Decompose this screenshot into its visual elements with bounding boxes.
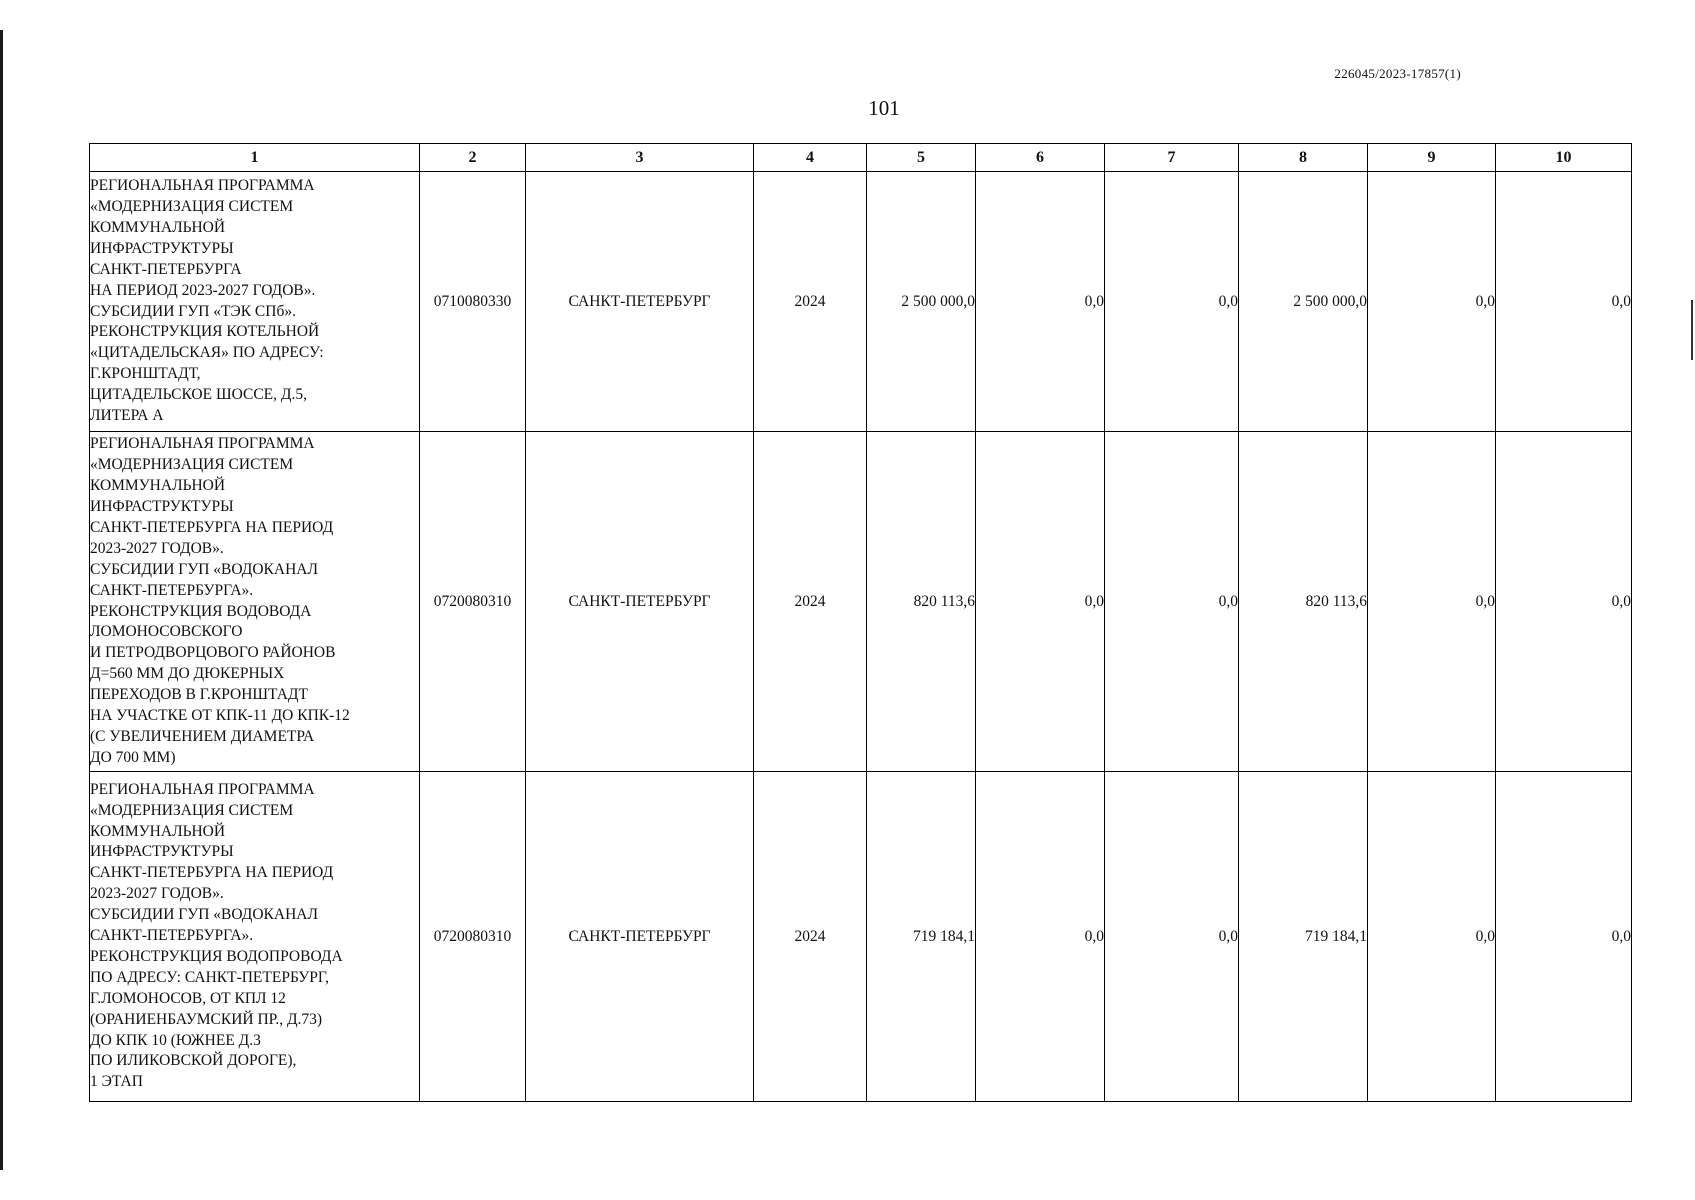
scan-edge-right: [1691, 300, 1693, 360]
row-value-5: 719 184,1: [867, 772, 976, 1102]
row-year: 2024: [754, 772, 867, 1102]
column-header-1: 1: [90, 144, 420, 172]
row-description: РЕГИОНАЛЬНАЯ ПРОГРАММА «МОДЕРНИЗАЦИЯ СИСТЕМ КОММУНАЛЬНОЙ ИНФРАСТРУКТУРЫ САНКТ-ПЕТЕРБУРГА НА ПЕРИОД 2023-2027 ГОДОВ». СУБСИДИИ ГУП «ВОДОКАНАЛ САНКТ-ПЕТЕРБУРГА». РЕКОНСТРУКЦИЯ ВОДОПРОВОДА ПО АДРЕСУ: САНКТ-ПЕТЕРБУРГ, Г.ЛОМОНОСОВ, ОТ КПЛ 12 (ОРАНИЕНБАУМСКИЙ ПР., Д.73) ДО КПК 10 (ЮЖНЕЕ Д.3 ПО ИЛИКОВСКОЙ ДОРОГЕ), 1 ЭТАП: [90, 772, 420, 1102]
column-header-4: 4: [754, 144, 867, 172]
column-header-8: 8: [1239, 144, 1368, 172]
row-region: САНКТ-ПЕТЕРБУРГ: [526, 432, 754, 772]
row-code: 0720080310: [420, 772, 526, 1102]
row-value-8: 719 184,1: [1239, 772, 1368, 1102]
budget-table: [89, 143, 1632, 1102]
row-value-9: 0,0: [1368, 772, 1496, 1102]
row-value-6: 0,0: [976, 432, 1105, 772]
page-number: 101: [868, 96, 900, 120]
column-header-10: 10: [1496, 144, 1632, 172]
row-code: 0720080310: [420, 432, 526, 772]
row-value-7: 0,0: [1105, 172, 1239, 432]
column-header-3: 3: [526, 144, 754, 172]
row-description: РЕГИОНАЛЬНАЯ ПРОГРАММА «МОДЕРНИЗАЦИЯ СИСТЕМ КОММУНАЛЬНОЙ ИНФРАСТРУКТУРЫ САНКТ-ПЕТЕРБУРГА НА ПЕРИОД 2023-2027 ГОДОВ». СУБСИДИИ ГУП «ВОДОКАНАЛ САНКТ-ПЕТЕРБУРГА». РЕКОНСТРУКЦИЯ ВОДОВОДА ЛОМОНОСОВСКОГО И ПЕТРОДВОРЦОВОГО РАЙОНОВ Д=560 ММ ДО ДЮКЕРНЫХ ПЕРЕХОДОВ В Г.КРОНШТАДТ НА УЧАСТКЕ ОТ КПК-11 ДО КПК-12 (С УВЕЛИЧЕНИЕМ ДИАМЕТРА ДО 700 ММ): [90, 432, 420, 772]
row-value-8: 820 113,6: [1239, 432, 1368, 772]
column-header-7: 7: [1105, 144, 1239, 172]
table-row: [90, 772, 1632, 1102]
table-row: [90, 432, 1632, 772]
row-value-5: 820 113,6: [867, 432, 976, 772]
column-header-9: 9: [1368, 144, 1496, 172]
row-value-7: 0,0: [1105, 432, 1239, 772]
column-header-5: 5: [867, 144, 976, 172]
scan-edge-left: [0, 30, 3, 1170]
document-id: 226045/2023-17857(1): [1334, 66, 1461, 81]
row-value-10: 0,0: [1496, 172, 1632, 432]
row-value-8: 2 500 000,0: [1239, 172, 1368, 432]
row-value-6: 0,0: [976, 172, 1105, 432]
row-code: 0710080330: [420, 172, 526, 432]
column-header-2: 2: [420, 144, 526, 172]
row-year: 2024: [754, 172, 867, 432]
row-region: САНКТ-ПЕТЕРБУРГ: [526, 772, 754, 1102]
row-value-10: 0,0: [1496, 432, 1632, 772]
table-row: [90, 172, 1632, 432]
row-value-6: 0,0: [976, 772, 1105, 1102]
row-value-9: 0,0: [1368, 432, 1496, 772]
row-region: САНКТ-ПЕТЕРБУРГ: [526, 172, 754, 432]
row-value-10: 0,0: [1496, 772, 1632, 1102]
row-description: РЕГИОНАЛЬНАЯ ПРОГРАММА «МОДЕРНИЗАЦИЯ СИСТЕМ КОММУНАЛЬНОЙ ИНФРАСТРУКТУРЫ САНКТ-ПЕТЕРБУРГА НА ПЕРИОД 2023-2027 ГОДОВ». СУБСИДИИ ГУП «ТЭК СПб». РЕКОНСТРУКЦИЯ КОТЕЛЬНОЙ «ЦИТАДЕЛЬСКАЯ» ПО АДРЕСУ: Г.КРОНШТАДТ, ЦИТАДЕЛЬСКОЕ ШОССЕ, Д.5, ЛИТЕРА А: [90, 172, 420, 432]
row-value-9: 0,0: [1368, 172, 1496, 432]
header-row: [90, 144, 1632, 172]
row-value-7: 0,0: [1105, 772, 1239, 1102]
row-year: 2024: [754, 432, 867, 772]
column-header-6: 6: [976, 144, 1105, 172]
row-value-5: 2 500 000,0: [867, 172, 976, 432]
